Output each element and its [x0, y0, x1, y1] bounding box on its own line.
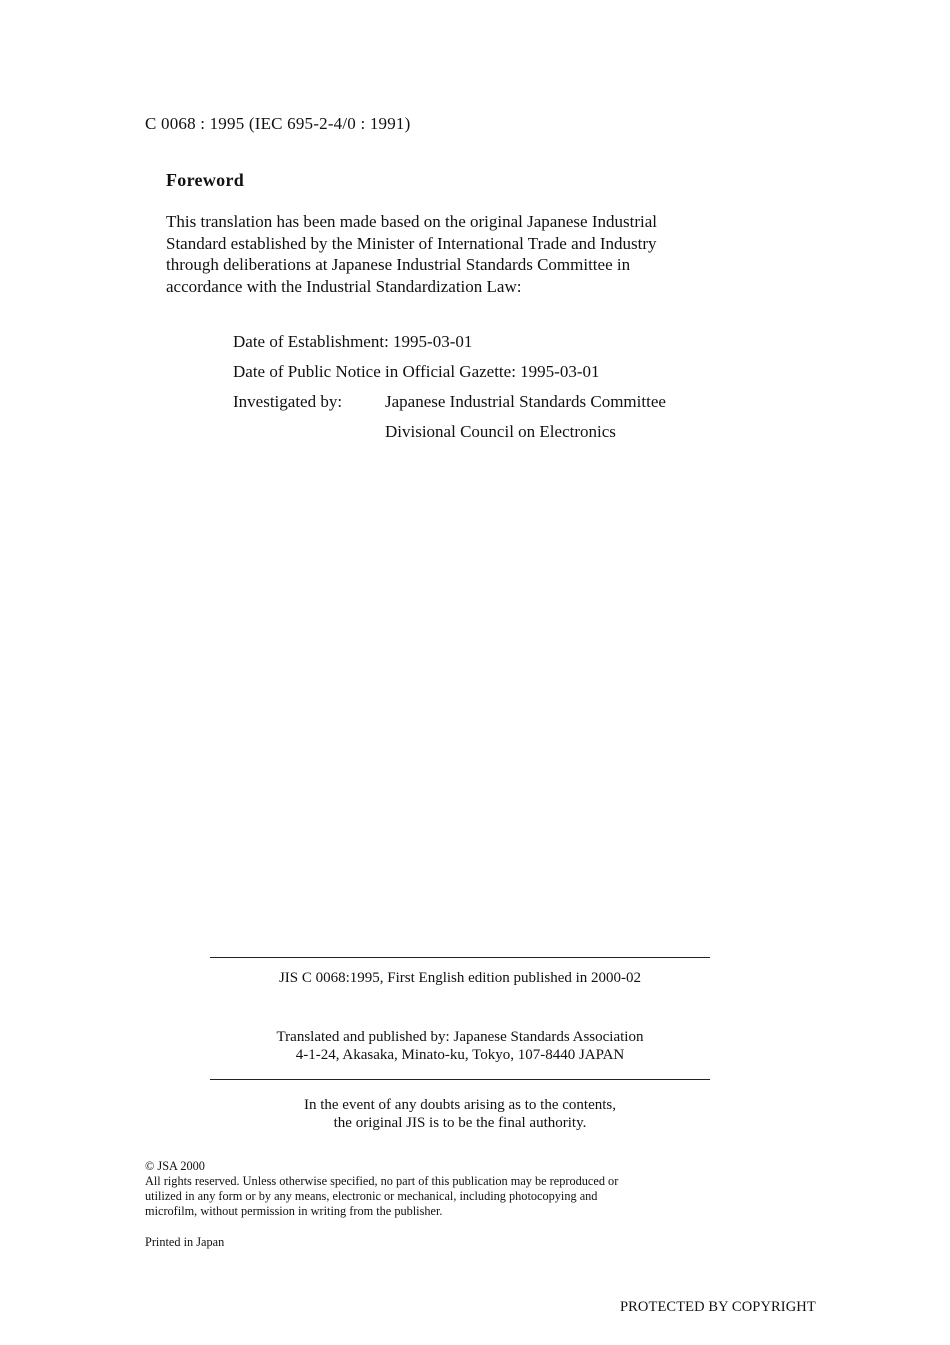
paragraph-line: This translation has been made based on the original Japanese Industrial — [166, 212, 657, 231]
investigated-by-council: Divisional Council on Electronics — [385, 422, 616, 441]
protected-by-copyright-stamp: PROTECTED BY COPYRIGHT — [620, 1299, 816, 1315]
foreword-paragraph — [166, 211, 778, 297]
copyright-notice: © JSA 2000 — [145, 1159, 205, 1173]
rights-statement — [145, 1174, 775, 1219]
paragraph-line: accordance with the Industrial Standardization Law: — [166, 276, 522, 296]
imprint-bottom-divider — [210, 1079, 710, 1080]
paragraph-line: through deliberations at Japanese Industrial Standards Committee in — [166, 255, 631, 274]
edition-line: JIS C 0068:1995, First English edition published in 2000-02 — [278, 970, 642, 986]
document-designation: C 0068 : 1995 (IEC 695-2-4/0 : 1991) — [145, 114, 411, 133]
foreword-heading: Foreword — [166, 170, 245, 190]
publisher-address: 4-1-24, Akasaka, Minato-ku, Tokyo, 107-8440 JAPAN — [295, 1047, 625, 1063]
authority-notice-line: In the event of any doubts arising as to the contents, — [303, 1097, 616, 1113]
authority-notice-line: the original JIS is to be the final authority. — [333, 1115, 587, 1131]
date-of-public-notice: Date of Public Notice in Official Gazette: 1995-03-01 — [233, 362, 600, 381]
date-of-establishment: Date of Establishment: 1995-03-01 — [233, 332, 473, 351]
paragraph-line: Standard established by the Minister of International Trade and Industry — [166, 233, 657, 253]
rights-line: All rights reserved. Unless otherwise specified, no part of this publication may be reproduced or — [145, 1174, 619, 1188]
rights-line: utilized in any form or by any means, electronic or mechanical, including photocopying and — [145, 1189, 598, 1203]
investigated-by-label: Investigated by: — [233, 392, 343, 411]
printed-in: Printed in Japan — [145, 1235, 225, 1249]
publisher-line: Translated and published by: Japanese Standards Association — [276, 1029, 644, 1045]
rights-line: microfilm, without permission in writing from the publisher. — [145, 1204, 443, 1218]
investigated-by-committee: Japanese Industrial Standards Committee — [385, 392, 666, 411]
imprint-top-divider — [210, 957, 710, 958]
